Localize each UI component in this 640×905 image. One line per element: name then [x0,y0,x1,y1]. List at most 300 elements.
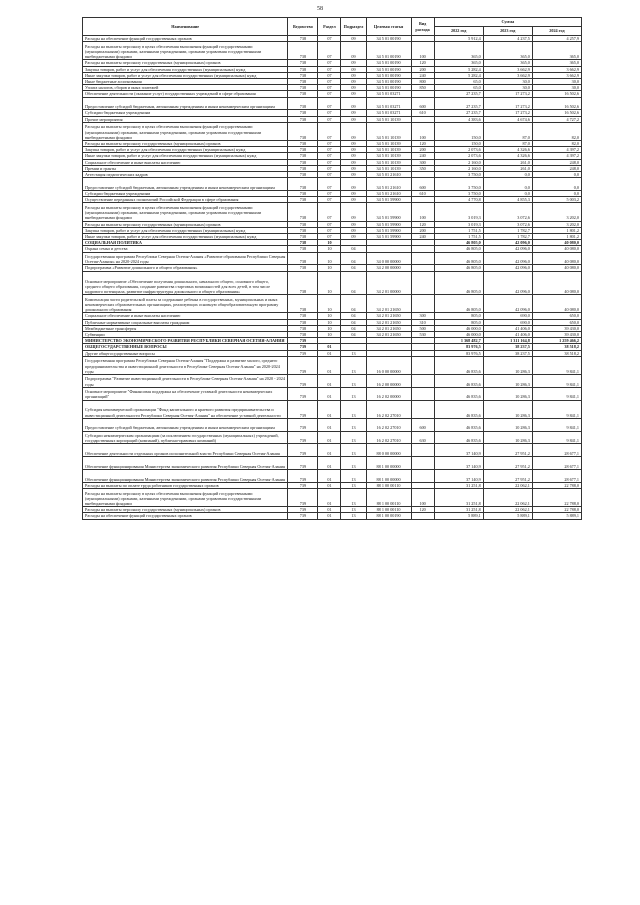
row-name: Прочие мероприятия [83,116,288,122]
row-sum-2022: 37 140,9 [434,444,483,457]
row-sum-2022: 3 019,3 [434,221,483,227]
table-row [83,203,582,221]
row-sum-2022: 46 805,0 [434,295,483,313]
row-expense-type: 610 [411,191,434,197]
row-expense-type: 200 [411,66,434,72]
row-podrazdel: 09 [341,141,366,147]
table-header [83,18,582,36]
row-sum-2024: 39 430,0 [532,332,581,338]
row-name: Обеспечение деятельности (оказание услуг) государственных учреждений в сфере образования [83,91,288,97]
row-name: Закупка товаров, работ и услуг для обеспечения государственных (муниципальных) нужд [83,147,288,153]
header-year-2024: 2024 год [532,27,581,36]
table-row [83,418,582,431]
row-sum-2022: 2 073,6 [434,147,483,153]
row-expense-type: 120 [411,507,434,513]
row-name: Основное мероприятие «Обеспечение получения дошкольного, начального общего, основного общего, среднего общего образования, создание равенства стартовых возможностей для всех детей, в том числе кадрового потенциала, развитие инфраструктуры дошкольного и общего образования» [83,271,288,295]
row-sum-2022: 83 976,5 [434,350,483,356]
row-name: Обеспечение деятельности отдельных органов исполнительной власти Республики Северная Осетия-Алания [83,444,288,457]
row-podrazdel: 13 [341,418,366,431]
row-name: Расходы на выплаты персоналу государственных (муниципальных) органов [83,60,288,66]
row-podrazdel: 13 [341,431,366,444]
row-razdel: 01 [318,344,341,350]
row-podrazdel: 13 [341,457,366,470]
row-target-article: 34 5 01 10139 [366,159,411,165]
row-target-article: 34 5 01 10139 [366,122,411,140]
row-ved: 738 [288,252,318,265]
row-sum-2022: 805,0 [434,319,483,325]
row-sum-2024: 30,0 [532,85,581,91]
row-sum-2024: 3 202,0 [532,203,581,221]
row-razdel: 01 [318,418,341,431]
table-row [83,387,582,400]
row-ved: 739 [288,482,318,488]
row-sum-2023: 261,0 [483,159,532,165]
row-name: Предоставление субсидий бюджетным, автономным учреждениям и иным некоммерческим организациям [83,178,288,191]
row-sum-2022: 3 019,3 [434,203,483,221]
row-sum-2023: 3 072,6 [483,203,532,221]
row-sum-2023: 30,0 [483,79,532,85]
row-sum-2022: 31 251,8 [434,482,483,488]
row-expense-type: 630 [411,431,434,444]
row-target-article: 34 5 01 10139 [366,116,411,122]
row-expense-type: 120 [411,60,434,66]
row-podrazdel: 13 [341,513,366,519]
table-row [83,252,582,265]
header-year-2023: 2023 год [483,27,532,36]
row-name: Компенсация части родительской платы за содержание ребенка в государственных, муниципальных и иных некоммерческих образовательных организациях, реализующих основную общеобразовательную программу дошкольного образования [83,295,288,313]
row-sum-2024: 5 889,1 [532,513,581,519]
row-target-article: 34 5 01 21610 [366,172,411,178]
row-razdel: 01 [318,469,341,482]
row-razdel: 07 [318,97,341,110]
row-name: Другие общегосударственные вопросы [83,350,288,356]
row-expense-type: 240 [411,72,434,78]
row-sum-2023: 5 889,1 [483,513,532,519]
row-ved: 738 [288,332,318,338]
row-target-article: 34 5 01 59900 [366,197,411,203]
row-target-article: 88 1 00 00110 [366,482,411,488]
row-sum-2024: 22 788,0 [532,507,581,513]
row-sum-2023: 17 273,2 [483,110,532,116]
row-sum-2024: 22 788,0 [532,488,581,506]
row-sum-2023: 22 062,1 [483,482,532,488]
row-sum-2023: 41 406,0 [483,325,532,331]
row-sum-2024: 9 841,1 [532,418,581,431]
row-target-article: 34 5 01 03271 [366,91,411,97]
row-sum-2023: 1 311 164,8 [483,338,532,344]
row-sum-2024: 365,0 [532,60,581,66]
table-row [83,400,582,418]
row-sum-2024: 16 502,6 [532,110,581,116]
row-ved: 738 [288,172,318,178]
row-sum-2024: 28 677,1 [532,469,581,482]
row-sum-2024: 3 202,0 [532,221,581,227]
row-sum-2023: 27 951,2 [483,469,532,482]
header-podrazdel: Подраздел [341,18,366,36]
row-target-article: 16 2 02 27010 [366,400,411,418]
row-expense-type: 100 [411,122,434,140]
row-target-article: 34 5 01 10139 [366,141,411,147]
row-sum-2022: 2 160,0 [434,159,483,165]
row-razdel: 07 [318,234,341,240]
row-podrazdel: 04 [341,332,366,338]
row-sum-2024: 82,0 [532,122,581,140]
row-podrazdel: 09 [341,191,366,197]
row-sum-2023: 87,0 [483,122,532,140]
row-razdel: 07 [318,191,341,197]
row-ved: 738 [288,271,318,295]
row-podrazdel: 09 [341,85,366,91]
row-name: Субсидии бюджетным учреждениям [83,110,288,116]
row-sum-2022: 65,0 [434,79,483,85]
row-ved: 739 [288,507,318,513]
row-sum-2023: 10 286,3 [483,400,532,418]
row-name: Расходы на выплаты по оплате труда работников государственных органов [83,482,288,488]
row-sum-2022: 46 835,6 [434,375,483,388]
row-razdel: 10 [318,295,341,313]
row-razdel: 07 [318,197,341,203]
table-row [83,469,582,482]
row-target-article: 34 2 00 00000 [366,265,411,271]
row-expense-type: 200 [411,147,434,153]
row-razdel: 07 [318,203,341,221]
row-expense-type: 100 [411,203,434,221]
row-podrazdel: 13 [341,350,366,356]
row-name: Обеспечение функционирования Министерства экономического развития Республики Северная Осетия-Алания [83,469,288,482]
row-sum-2022: 5 912,4 [434,36,483,42]
row-sum-2024: 3 662,9 [532,66,581,72]
row-sum-2022: 46 805,0 [434,265,483,271]
row-podrazdel: 09 [341,234,366,240]
row-ved: 738 [288,97,318,110]
row-razdel: 01 [318,356,341,374]
row-expense-type [411,271,434,295]
row-name: Расходы на обеспечение функций государственных органов [83,513,288,519]
header-year-2022: 2022 год [434,27,483,36]
row-target-article: 34 5 01 00190 [366,85,411,91]
row-sum-2023: 30,0 [483,85,532,91]
row-razdel: 01 [318,431,341,444]
page-number: 58 [317,6,323,12]
row-expense-type [411,469,434,482]
row-target-article: 34 2 01 21650 [366,332,411,338]
row-sum-2022: 65,0 [434,85,483,91]
row-sum-2023: 38 237,5 [483,344,532,350]
row-target-article: 34 5 01 59900 [366,221,411,227]
row-ved: 739 [288,444,318,457]
row-razdel: 07 [318,147,341,153]
row-target-article: 88 1 00 00000 [366,469,411,482]
row-sum-2024: 9 841,1 [532,375,581,388]
row-podrazdel: 04 [341,313,366,319]
row-podrazdel: 09 [341,147,366,153]
row-sum-2023: 38 237,5 [483,350,532,356]
row-ved: 738 [288,325,318,331]
row-sum-2024: 4 397,2 [532,153,581,159]
row-ved: 738 [288,60,318,66]
row-name: ОБЩЕГОСУДАРСТВЕННЫЕ ВОПРОСЫ [83,344,288,350]
row-sum-2023: 690,0 [483,313,532,319]
row-name: Расходы на выплаты персоналу государственных (муниципальных) органов [83,141,288,147]
row-razdel: 10 [318,265,341,271]
row-ved: 738 [288,295,318,313]
row-name: Социальное обеспечение и иные выплаты населению [83,159,288,165]
row-razdel: 01 [318,482,341,488]
row-sum-2022: 4 383,6 [434,116,483,122]
row-podrazdel: 04 [341,265,366,271]
table-row [83,295,582,313]
row-sum-2024: 1 801,2 [532,227,581,233]
row-target-article: 34 5 01 00190 [366,66,411,72]
row-sum-2023: 3 662,9 [483,72,532,78]
row-target-article: 16 2 02 27010 [366,418,411,431]
row-sum-2022: 150,0 [434,122,483,140]
row-sum-2023: 4 674,6 [483,116,532,122]
row-sum-2024: 22 788,0 [532,482,581,488]
row-razdel: 10 [318,332,341,338]
header-ved: Ведомство [288,18,318,36]
row-sum-2023: 0,0 [483,191,532,197]
row-podrazdel: 09 [341,221,366,227]
row-target-article: 88 1 00 00110 [366,488,411,506]
row-name: Аттестация педагогических кадров [83,172,288,178]
row-target-article: 16 2 02 00000 [366,387,411,400]
row-sum-2022: 37 140,9 [434,469,483,482]
row-sum-2022: 46 000,0 [434,332,483,338]
row-razdel: 01 [318,507,341,513]
row-sum-2022: 46 835,6 [434,400,483,418]
row-sum-2022: 31 251,8 [434,507,483,513]
row-name: Расходы на выплаты персоналу государственных (муниципальных) органов [83,221,288,227]
row-sum-2022: 31 251,8 [434,488,483,506]
row-sum-2024: 0,0 [532,191,581,197]
header-razdel: Раздел [318,18,341,36]
row-target-article: 34 5 01 10139 [366,147,411,153]
row-podrazdel: 04 [341,319,366,325]
row-ved: 739 [288,488,318,506]
row-sum-2024: 4 727,2 [532,116,581,122]
row-expense-type: 500 [411,325,434,331]
row-ved: 738 [288,116,318,122]
row-sum-2023: 4 855,3 [483,197,532,203]
row-sum-2022: 805,0 [434,313,483,319]
table-row [83,178,582,191]
row-podrazdel: 09 [341,110,366,116]
row-ved: 738 [288,141,318,147]
row-razdel: 07 [318,178,341,191]
row-sum-2022: 2 073,6 [434,153,483,159]
row-sum-2022: 46 835,6 [434,356,483,374]
row-expense-type: 200 [411,227,434,233]
row-ved: 738 [288,197,318,203]
row-podrazdel: 04 [341,325,366,331]
row-sum-2022: 46 835,6 [434,418,483,431]
table-row [83,356,582,374]
row-podrazdel: 04 [341,295,366,313]
row-name: Расходы на выплаты персоналу государственных (муниципальных) органов [83,507,288,513]
row-ved: 738 [288,122,318,140]
table-row [83,513,582,519]
row-sum-2023: 10 286,3 [483,387,532,400]
row-razdel: 10 [318,252,341,265]
row-name: Осуществление переданных полномочий Российской Федерации в сфере образования [83,197,288,203]
row-sum-2023: 27 951,2 [483,444,532,457]
row-podrazdel: 09 [341,66,366,72]
row-expense-type: 300 [411,159,434,165]
row-razdel: 07 [318,79,341,85]
row-target-article: 34 5 01 00190 [366,36,411,42]
row-sum-2022: 5 282,4 [434,66,483,72]
row-sum-2023: 10 286,3 [483,356,532,374]
row-name: Иные бюджетные ассигнования [83,79,288,85]
row-razdel: 07 [318,85,341,91]
row-expense-type: 240 [411,153,434,159]
row-sum-2022: 46 805,0 [434,240,483,246]
row-sum-2023: 3 072,6 [483,221,532,227]
row-name: Иные закупки товаров, работ и услуг для обеспечения государственных (муниципальных) нужд [83,153,288,159]
row-podrazdel: 09 [341,36,366,42]
row-name: Уплата налогов, сборов и иных платежей [83,85,288,91]
row-ved: 738 [288,240,318,246]
row-podrazdel: 13 [341,356,366,374]
row-target-article: 34 5 01 10139 [366,153,411,159]
row-sum-2024: 9 841,1 [532,356,581,374]
row-expense-type: 350 [411,165,434,171]
row-name: Публичные нормативные социальные выплаты гражданам [83,319,288,325]
row-name: Расходы на выплаты персоналу в целях обеспечения выполнения функций государственными (муниципальными) органами, казенными учреждениями, органами управления государственными внебюджетными фондами [83,488,288,506]
table-row [83,457,582,470]
row-ved: 738 [288,191,318,197]
row-target-article: 34 2 01 21650 [366,325,411,331]
row-ved: 738 [288,165,318,171]
row-sum-2024: 28 677,1 [532,457,581,470]
row-target-article: 16 0 00 00000 [366,356,411,374]
row-expense-type [411,375,434,388]
row-name: Государственная программа Республики Северная Осетия-Алания "Поддержка и развитие малого, среднего предпринимательства и инвестиционной деятельности в Республике Северная Осетия-Алания" на 2020-2024 годы [83,356,288,374]
table-row [83,42,582,60]
row-target-article: 34 2 01 00000 [366,271,411,295]
row-podrazdel: 09 [341,79,366,85]
row-podrazdel: 13 [341,488,366,506]
row-razdel: 01 [318,488,341,506]
row-podrazdel: 09 [341,122,366,140]
row-sum-2023: 42 096,0 [483,271,532,295]
row-expense-type: 530 [411,332,434,338]
row-ved: 739 [288,457,318,470]
row-sum-2022: 46 000,0 [434,325,483,331]
row-sum-2024: 1 801,2 [532,234,581,240]
row-ved: 738 [288,234,318,240]
row-name: Иные закупки товаров, работ и услуг для обеспечения государственных (муниципальных) нужд [83,72,288,78]
row-ved: 739 [288,469,318,482]
row-expense-type: 100 [411,488,434,506]
row-ved: 738 [288,159,318,165]
row-name: Социальное обеспечение и иные выплаты населению [83,313,288,319]
row-target-article: 34 5 01 03271 [366,110,411,116]
row-sum-2022: 1 751,5 [434,227,483,233]
row-ved: 738 [288,147,318,153]
row-ved: 739 [288,387,318,400]
row-ved: 739 [288,375,318,388]
row-razdel: 07 [318,66,341,72]
row-sum-2024: 248,0 [532,159,581,165]
row-podrazdel: 09 [341,159,366,165]
row-sum-2023: 1 782,7 [483,234,532,240]
row-name: Иные закупки товаров, работ и услуг для обеспечения государственных (муниципальных) нужд [83,234,288,240]
row-razdel: 01 [318,400,341,418]
row-sum-2022: 2 160,0 [434,165,483,171]
row-sum-2023: 42 096,0 [483,295,532,313]
row-sum-2024: 1 259 466,2 [532,338,581,344]
row-expense-type [411,400,434,418]
row-razdel: 07 [318,42,341,60]
row-expense-type: 120 [411,141,434,147]
row-razdel: 07 [318,91,341,97]
row-name: Основное мероприятие "Финансовая поддержка на обеспечение уставной деятельности некоммерческих организаций" [83,387,288,400]
row-sum-2022: 4 770,8 [434,197,483,203]
row-sum-2022: 46 805,0 [434,246,483,252]
row-name: Подпрограмма "Развитие инвестиционной деятельности в Республике Северная Осетия-Алания" на 2020 - 2024 годы [83,375,288,388]
table-row [83,271,582,295]
row-sum-2023: 0,0 [483,172,532,178]
row-razdel: 07 [318,72,341,78]
row-sum-2022: 46 835,6 [434,387,483,400]
row-target-article: 34 2 01 21650 [366,313,411,319]
row-expense-type [411,295,434,313]
row-ved: 738 [288,319,318,325]
row-expense-type [411,356,434,374]
row-ved: 738 [288,66,318,72]
row-target-article: 88 1 00 00190 [366,513,411,519]
row-ved: 738 [288,227,318,233]
row-razdel: 10 [318,246,341,252]
row-sum-2022: 1 751,5 [434,234,483,240]
row-podrazdel: 09 [341,165,366,171]
row-name: СОЦИАЛЬНАЯ ПОЛИТИКА [83,240,288,246]
row-sum-2023: 87,0 [483,141,532,147]
row-sum-2022: 27 235,7 [434,97,483,110]
row-razdel: 07 [318,36,341,42]
row-podrazdel: 09 [341,42,366,60]
row-target-article: 88 1 00 00110 [366,507,411,513]
row-ved: 738 [288,265,318,271]
row-podrazdel: 09 [341,72,366,78]
row-target-article: 34 5 01 00190 [366,42,411,60]
row-sum-2024: 248,0 [532,165,581,171]
row-razdel: 07 [318,221,341,227]
row-ved: 738 [288,178,318,191]
row-ved: 738 [288,79,318,85]
row-sum-2023: 690,0 [483,319,532,325]
row-ved: 738 [288,246,318,252]
row-razdel: 01 [318,444,341,457]
row-podrazdel: 09 [341,178,366,191]
row-sum-2023: 10 286,3 [483,431,532,444]
row-razdel: 07 [318,153,341,159]
row-sum-2024: 650,0 [532,313,581,319]
row-expense-type [411,444,434,457]
row-sum-2024: 4 397,2 [532,147,581,153]
row-target-article: 34 2 01 21650 [366,319,411,325]
row-razdel: 07 [318,60,341,66]
row-expense-type [411,457,434,470]
row-sum-2022: 3 750,0 [434,178,483,191]
row-ved: 738 [288,313,318,319]
row-sum-2023: 42 096,0 [483,252,532,265]
row-name: Расходы на выплаты персоналу в целях обеспечения выполнения функций государственными (муниципальными) органами, казенными учреждениями, органами управления государственными внебюджетными фондами [83,42,288,60]
row-razdel: 07 [318,159,341,165]
row-sum-2023: 10 286,3 [483,418,532,431]
